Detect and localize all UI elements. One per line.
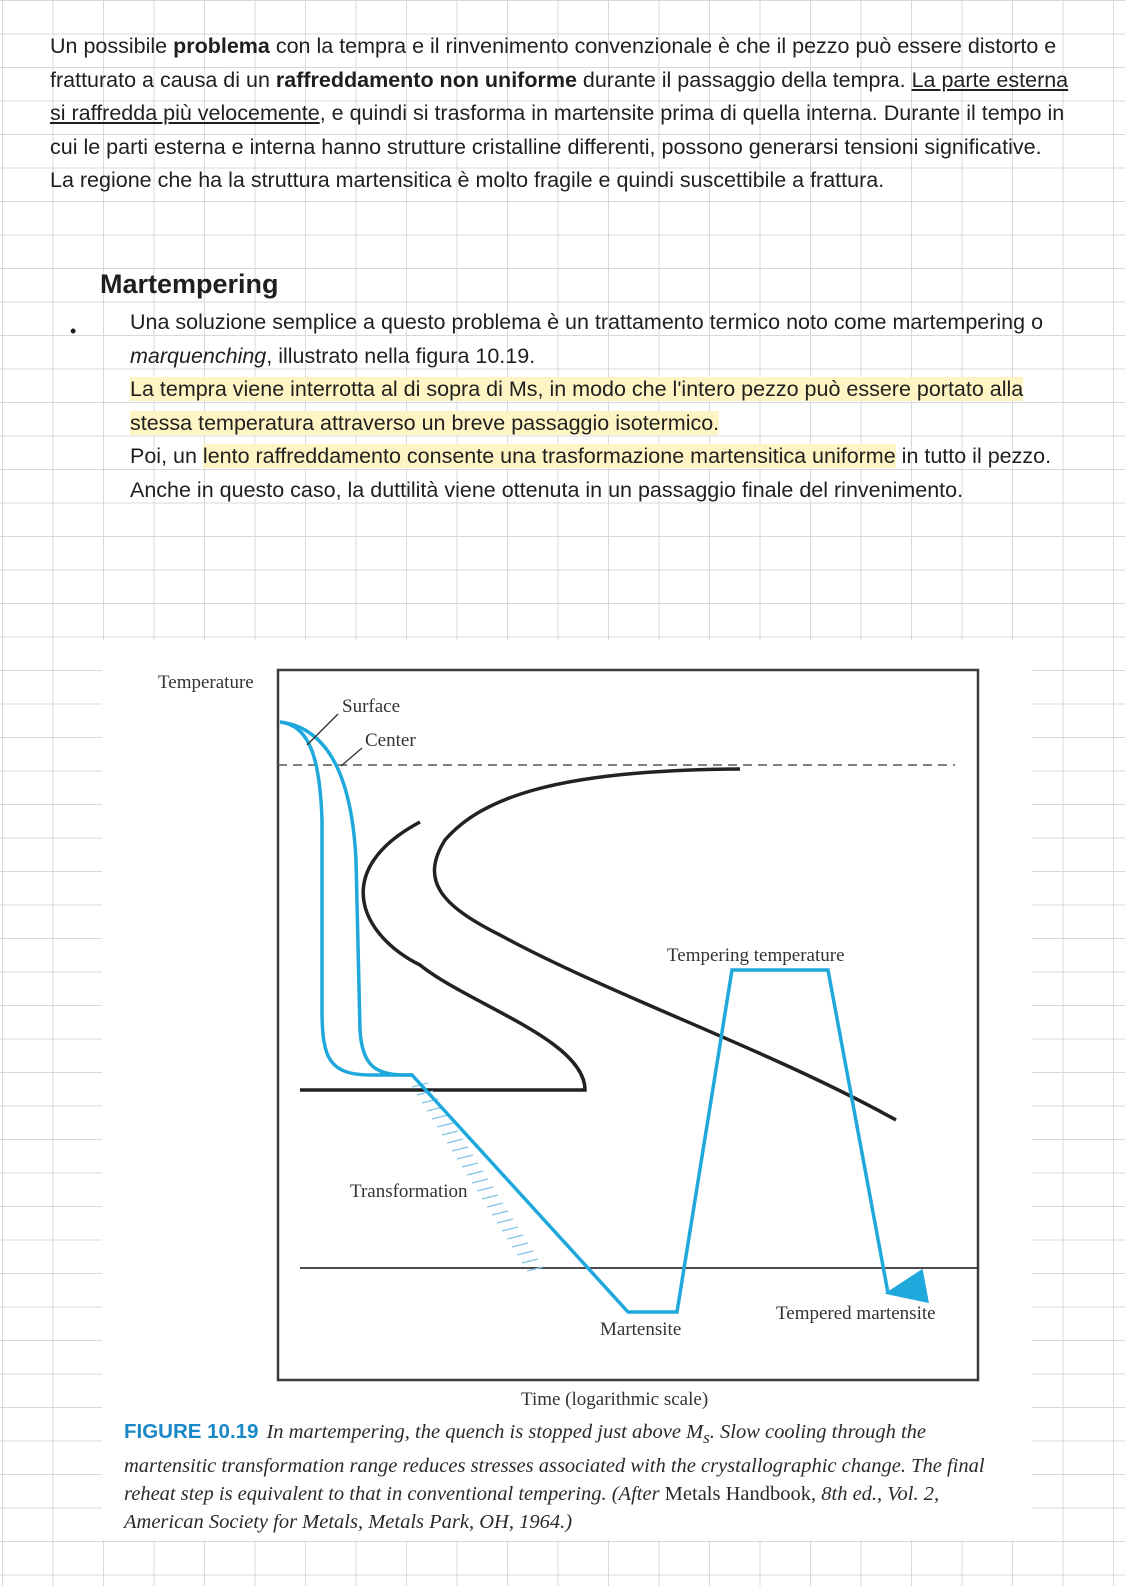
martensite-label: Martensite <box>600 1319 682 1340</box>
bullet-line-3: Poi, un lento raffreddamento consente una trasformazione martensitica uniforme in tutto il pezzo. <box>130 444 1052 468</box>
metals-handbook-title: Metals Handbook <box>664 1483 811 1506</box>
transformation-label: Transformation <box>350 1181 468 1202</box>
intro-text-4: , e quindi si trasforma in martensite prima di quella interna. Durante il tempo in cui le parti esterna e interna hanno strutture cristalline differenti, possono generarsi tensioni significative. La regione che ha la struttura martensitica è molto fragile e quindi suscettibile a frattura. <box>50 101 1065 192</box>
intro-bold-problema: problema <box>173 34 270 58</box>
center-cooling-curve <box>280 722 888 1312</box>
section-heading: Martempering <box>100 269 279 299</box>
intro-text-1: Un possibile <box>50 34 174 58</box>
surface-cooling-curve <box>280 722 412 1075</box>
intro-bold-raffreddamento: raffreddamento non uniforme <box>275 67 577 92</box>
marquenching-term: marquenching <box>130 343 267 368</box>
surface-leader <box>307 714 338 745</box>
intro-underlined-sentence: La parte esterna si raffredda più velocemente <box>50 67 1069 125</box>
intro-text-2: con la tempra e il rinvenimento convenzionale è che il pezzo può essere distorto e fratturato a causa di un <box>50 34 1057 92</box>
center-label: Center <box>365 730 416 751</box>
bullet-line-4: Anche in questo caso, la duttilità viene ottenuta in un passaggio finale del rinvenimento. <box>130 477 964 502</box>
surface-label: Surface <box>342 696 401 717</box>
y-axis-label: Temperature <box>158 672 254 693</box>
intro-text-3: durante il passaggio della tempra. <box>576 67 912 92</box>
x-axis-label: Time (logarithmic scale) <box>521 1389 709 1410</box>
bullet-line-2: La tempra viene interrotta al di sopra di Ms, in modo che l'intero pezzo può essere portato alla stessa temperatura attraverso un breve passaggio isotermico. <box>130 377 1024 435</box>
transformation-hatching <box>412 1083 543 1271</box>
ms-subscript: s <box>703 1428 710 1448</box>
plot-frame <box>278 670 978 1380</box>
tempered-martensite-label: Tempered martensite <box>776 1303 936 1324</box>
center-leader <box>341 748 362 766</box>
tempering-temperature-label: Tempering temperature <box>667 945 845 966</box>
bullet-line-1: Una soluzione semplice a questo problema è un trattamento termico noto come martempering o marquenching, illustrato nella figura 10.19. <box>130 310 1044 368</box>
figure-number: FIGURE 10.19 <box>124 1420 259 1443</box>
figure-caption: FIGURE 10.19 In martempering, the quench is stopped just above $M_s$. Slow cooling through the martensitic transformation range reduces stresses associated with the crystallographic change. The final reheat step is equivalent to that in conventional tempering. (After Metals Handbook, 8th ed., Vol. 2, American Society for Metals, Metals Park, OH, 1964.) <box>124 1420 985 1534</box>
bullet-marker: • <box>70 321 77 341</box>
